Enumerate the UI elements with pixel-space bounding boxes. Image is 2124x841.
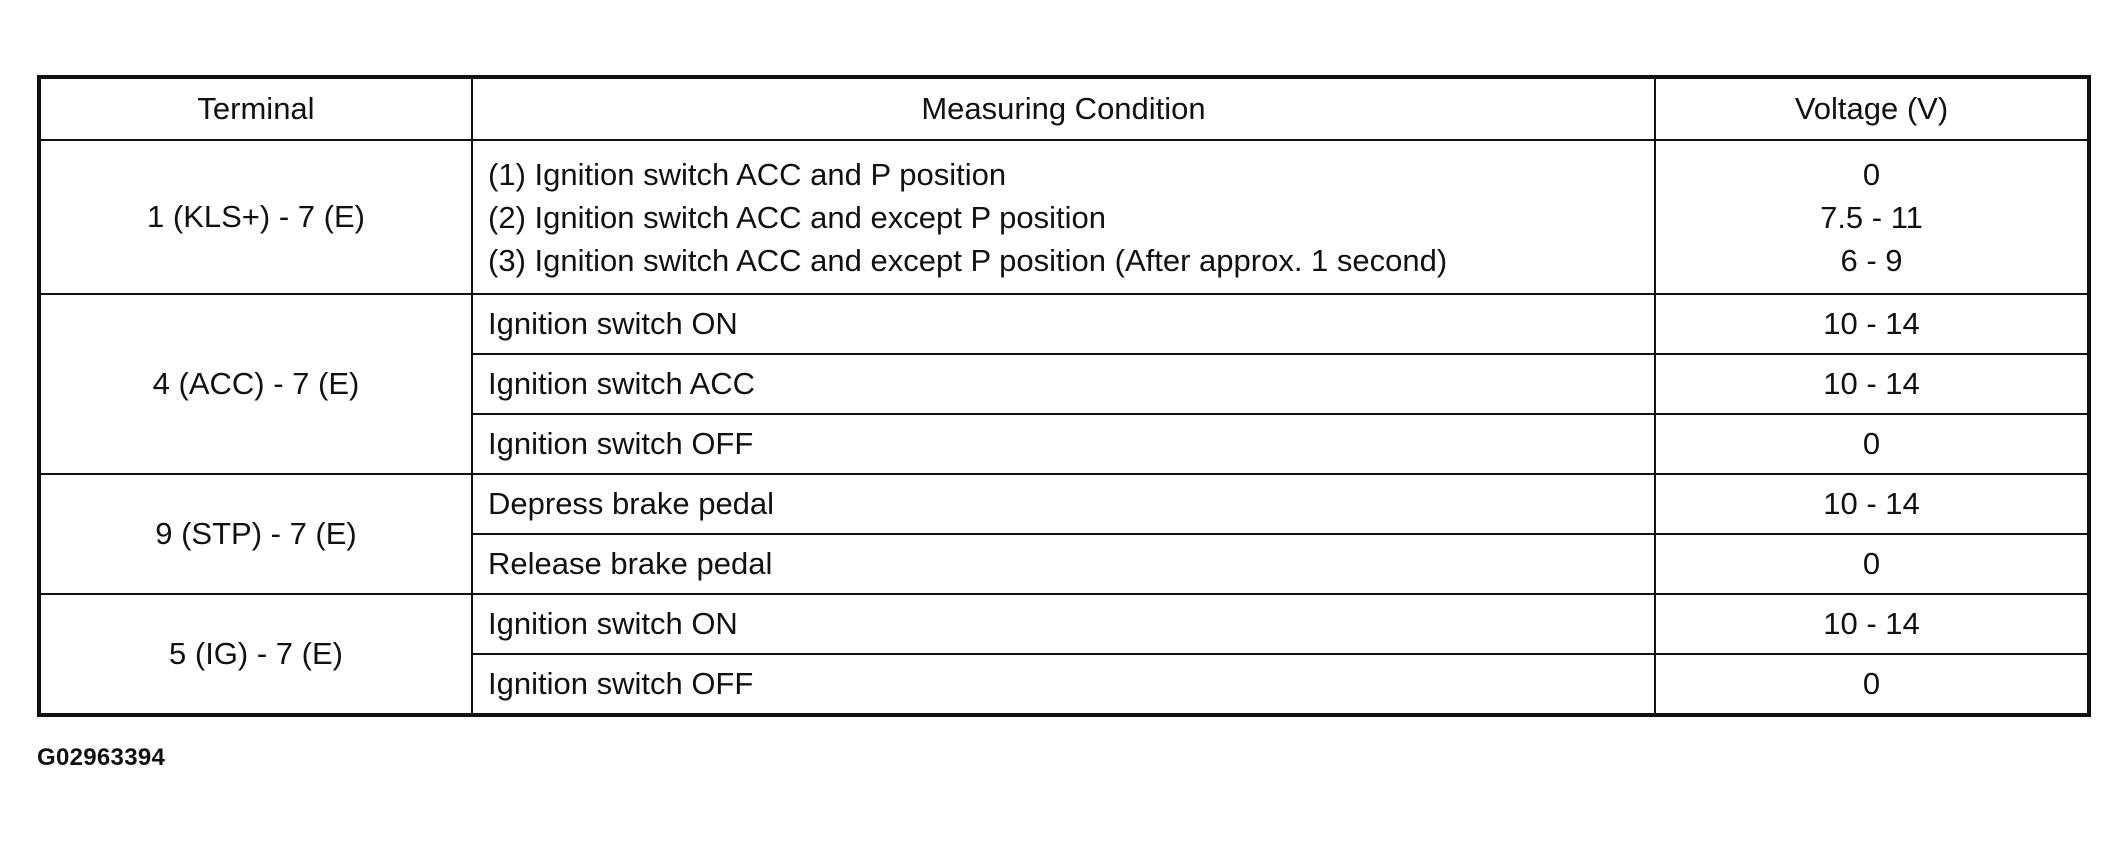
voltage-cell: 10 - 14 [1655, 294, 2089, 354]
condition-line: (3) Ignition switch ACC and except P position (After approx. 1 second) [488, 242, 1448, 278]
header-terminal: Terminal [39, 77, 472, 140]
terminal-cell: 4 (ACC) - 7 (E) [39, 294, 472, 474]
condition-line: (1) Ignition switch ACC and P position [488, 156, 1007, 192]
condition-line: (2) Ignition switch ACC and except P position [488, 199, 1107, 235]
terminal-cell: 9 (STP) - 7 (E) [39, 474, 472, 594]
condition-cell: Depress brake pedal [472, 474, 1655, 534]
table-header [39, 77, 2089, 140]
voltage-line: 6 - 9 [1840, 242, 1903, 278]
table-row [39, 474, 2089, 534]
voltage-cell: 10 - 14 [1655, 354, 2089, 414]
condition-cell: Ignition switch ACC [472, 354, 1655, 414]
condition-cell: Ignition switch ON [472, 294, 1655, 354]
header-measuring-condition: Measuring Condition [472, 77, 1655, 140]
voltage-cell: 0 [1655, 414, 2089, 474]
voltage-cell: 0 [1655, 654, 2089, 715]
figure-id: G02963394 [37, 744, 166, 771]
condition-cell [472, 140, 1655, 294]
table-body [39, 140, 2089, 715]
terminal-voltage-table [37, 75, 2091, 717]
table-row [39, 140, 2089, 294]
voltage-cell: 10 - 14 [1655, 594, 2089, 654]
condition-cell: Release brake pedal [472, 534, 1655, 594]
voltage-cell: 0 [1655, 534, 2089, 594]
condition-cell: Ignition switch ON [472, 594, 1655, 654]
voltage-line: 0 [1862, 156, 1881, 192]
condition-cell: Ignition switch OFF [472, 414, 1655, 474]
condition-cell: Ignition switch OFF [472, 654, 1655, 715]
terminal-cell: 5 (IG) - 7 (E) [39, 594, 472, 715]
voltage-cell [1655, 140, 2089, 294]
header-voltage: Voltage (V) [1655, 77, 2089, 140]
table-row [39, 594, 2089, 654]
header-row [39, 77, 2089, 140]
condition-lines [488, 157, 1654, 278]
table-row [39, 294, 2089, 354]
voltage-lines [1656, 157, 2087, 278]
voltage-cell: 10 - 14 [1655, 474, 2089, 534]
terminal-cell: 1 (KLS+) - 7 (E) [39, 140, 472, 294]
voltage-line: 7.5 - 11 [1820, 199, 1923, 235]
